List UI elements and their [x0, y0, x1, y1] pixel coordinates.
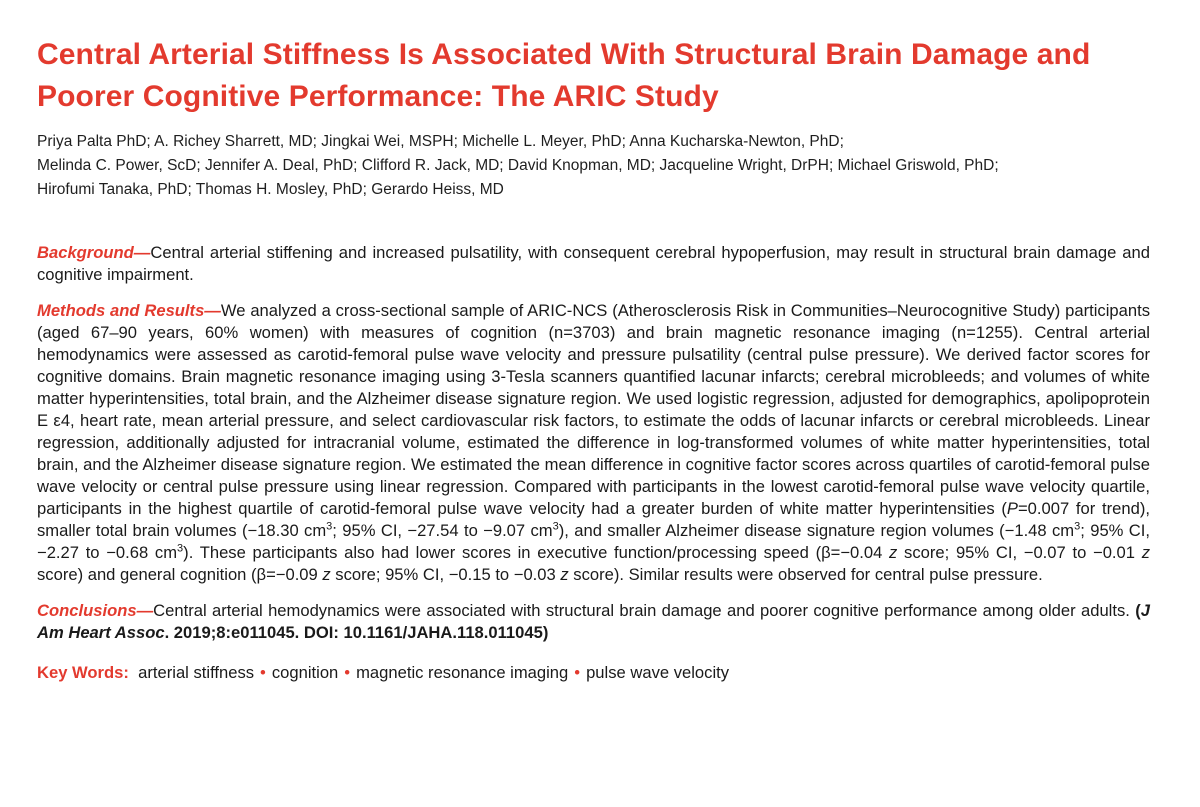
bullet-separator: •	[260, 663, 266, 682]
methods-text: ; 95% CI, −2.27 to −0.68 cm	[37, 521, 1150, 562]
methods-text: score; 95% CI, −0.15 to −0.03	[330, 565, 561, 584]
keyword: magnetic resonance imaging	[356, 663, 569, 682]
z-symbol: z	[560, 565, 569, 584]
superscript: 3	[177, 542, 184, 555]
methods-text: =0.007 for trend), smaller total brain volumes (−18.30 cm	[37, 499, 1150, 540]
author-line: Priya Palta PhD; A. Richey Sharrett, MD; Jingkai Wei, MSPH; Michelle L. Meyer, PhD; Anna Kucharska-Newton, PhD;	[37, 133, 844, 150]
methods-results-section	[37, 300, 1150, 586]
keyword: cognition	[271, 663, 339, 682]
z-symbol: z	[1141, 543, 1150, 562]
conclusions-section	[37, 600, 1150, 644]
methods-text: ; 95% CI, −27.54 to −9.07 cm	[332, 521, 553, 540]
article-abstract-page	[37, 34, 1150, 684]
methods-text: ). These participants also had lower scores in executive function/processing speed (β=−0.04	[183, 543, 890, 562]
author-line: Hirofumi Tanaka, PhD; Thomas H. Mosley, PhD; Gerardo Heiss, MD	[37, 181, 504, 198]
superscript: 3	[326, 520, 333, 533]
keyword: pulse wave velocity	[586, 663, 730, 682]
p-value-symbol: P	[1006, 499, 1018, 518]
citation-journal: J Am Heart Assoc	[37, 601, 1150, 642]
z-symbol: z	[889, 543, 898, 562]
background-text: Central arterial stiffening and increased pulsatility, with consequent cerebral hypoperfusion, may result in structural brain damage and cognitive impairment.	[37, 243, 1150, 284]
z-symbol: z	[322, 565, 331, 584]
keywords-label: Key Words:	[37, 663, 129, 682]
methods-label: Methods and Results—	[37, 301, 221, 320]
background-section	[37, 242, 1150, 286]
bullet-separator: •	[344, 663, 351, 682]
methods-text: score; 95% CI, −0.07 to −0.01	[897, 543, 1142, 562]
keywords-line	[37, 662, 1150, 684]
author-line: Melinda C. Power, ScD; Jennifer A. Deal, PhD; Clifford R. Jack, MD; David Knopman, MD; Jacqueline Wright, DrPH; Michael Griswold, PhD;	[37, 157, 999, 174]
methods-text: score) and general cognition (β=−0.09	[37, 565, 323, 584]
background-label: Background—	[37, 243, 151, 262]
methods-text: score). Similar results were observed for central pulse pressure.	[568, 565, 1043, 584]
methods-text: ), and smaller Alzheimer disease signature region volumes (−1.48 cm	[558, 521, 1075, 540]
conclusions-label: Conclusions—	[37, 601, 154, 620]
superscript: 3	[1074, 520, 1081, 533]
conclusions-text: Central arterial hemodynamics were associated with structural brain damage and poorer cognitive performance among older adults.	[153, 601, 1136, 620]
bullet-separator: •	[574, 663, 581, 682]
superscript: 3	[552, 520, 559, 533]
methods-text: We analyzed a cross-sectional sample of ARIC-NCS (Atherosclerosis Risk in Communities–Neurocognitive Study) participants (aged 67–90 years, 60% women) with measures of cognition (n=3703) and brain magnetic resonance imaging (n=1255). Central arterial hemodynamics were assessed as carotid-femoral pulse wave velocity and pressure pulsatility (central pulse pressure). We derived factor scores for cognitive domains. Brain magnetic resonance imaging using 3-Tesla scanners quantified lacunar infarcts; cerebral microbleeds; and volumes of white matter hyperintensities, total brain, and the Alzheimer disease signature region. We used logistic regression, adjusted for demographics, apolipoprotein E ε4, heart rate, mean arterial pressure, and select cardiovascular risk factors, to estimate the odds of lacunar infarcts or cerebral microbleeds. Linear regression, additionally adjusted for intracranial volume, estimated the difference in log-transformed volumes of white matter hyperintensities, total brain, and the Alzheimer disease signature region. We estimated the mean difference in cognitive factor scores across quartiles of carotid-femoral pulse wave velocity or central pulse pressure using linear regression. Compared with participants in the lowest carotid-femoral pulse wave velocity quartile, participants in the highest quartile of carotid-femoral pulse wave velocity had a greater burden of white matter hyperintensities (	[37, 301, 1150, 518]
author-list	[37, 130, 1150, 202]
citation-open: (	[1135, 601, 1141, 620]
article-title: Central Arterial Stiffness Is Associated With Structural Brain Damage and Poorer Cognitive Performance: The ARIC Study	[37, 38, 1091, 113]
citation-details: . 2019;8:e011045. DOI: 10.1161/JAHA.118.011045)	[164, 623, 549, 642]
keyword: arterial stiffness	[138, 663, 255, 682]
